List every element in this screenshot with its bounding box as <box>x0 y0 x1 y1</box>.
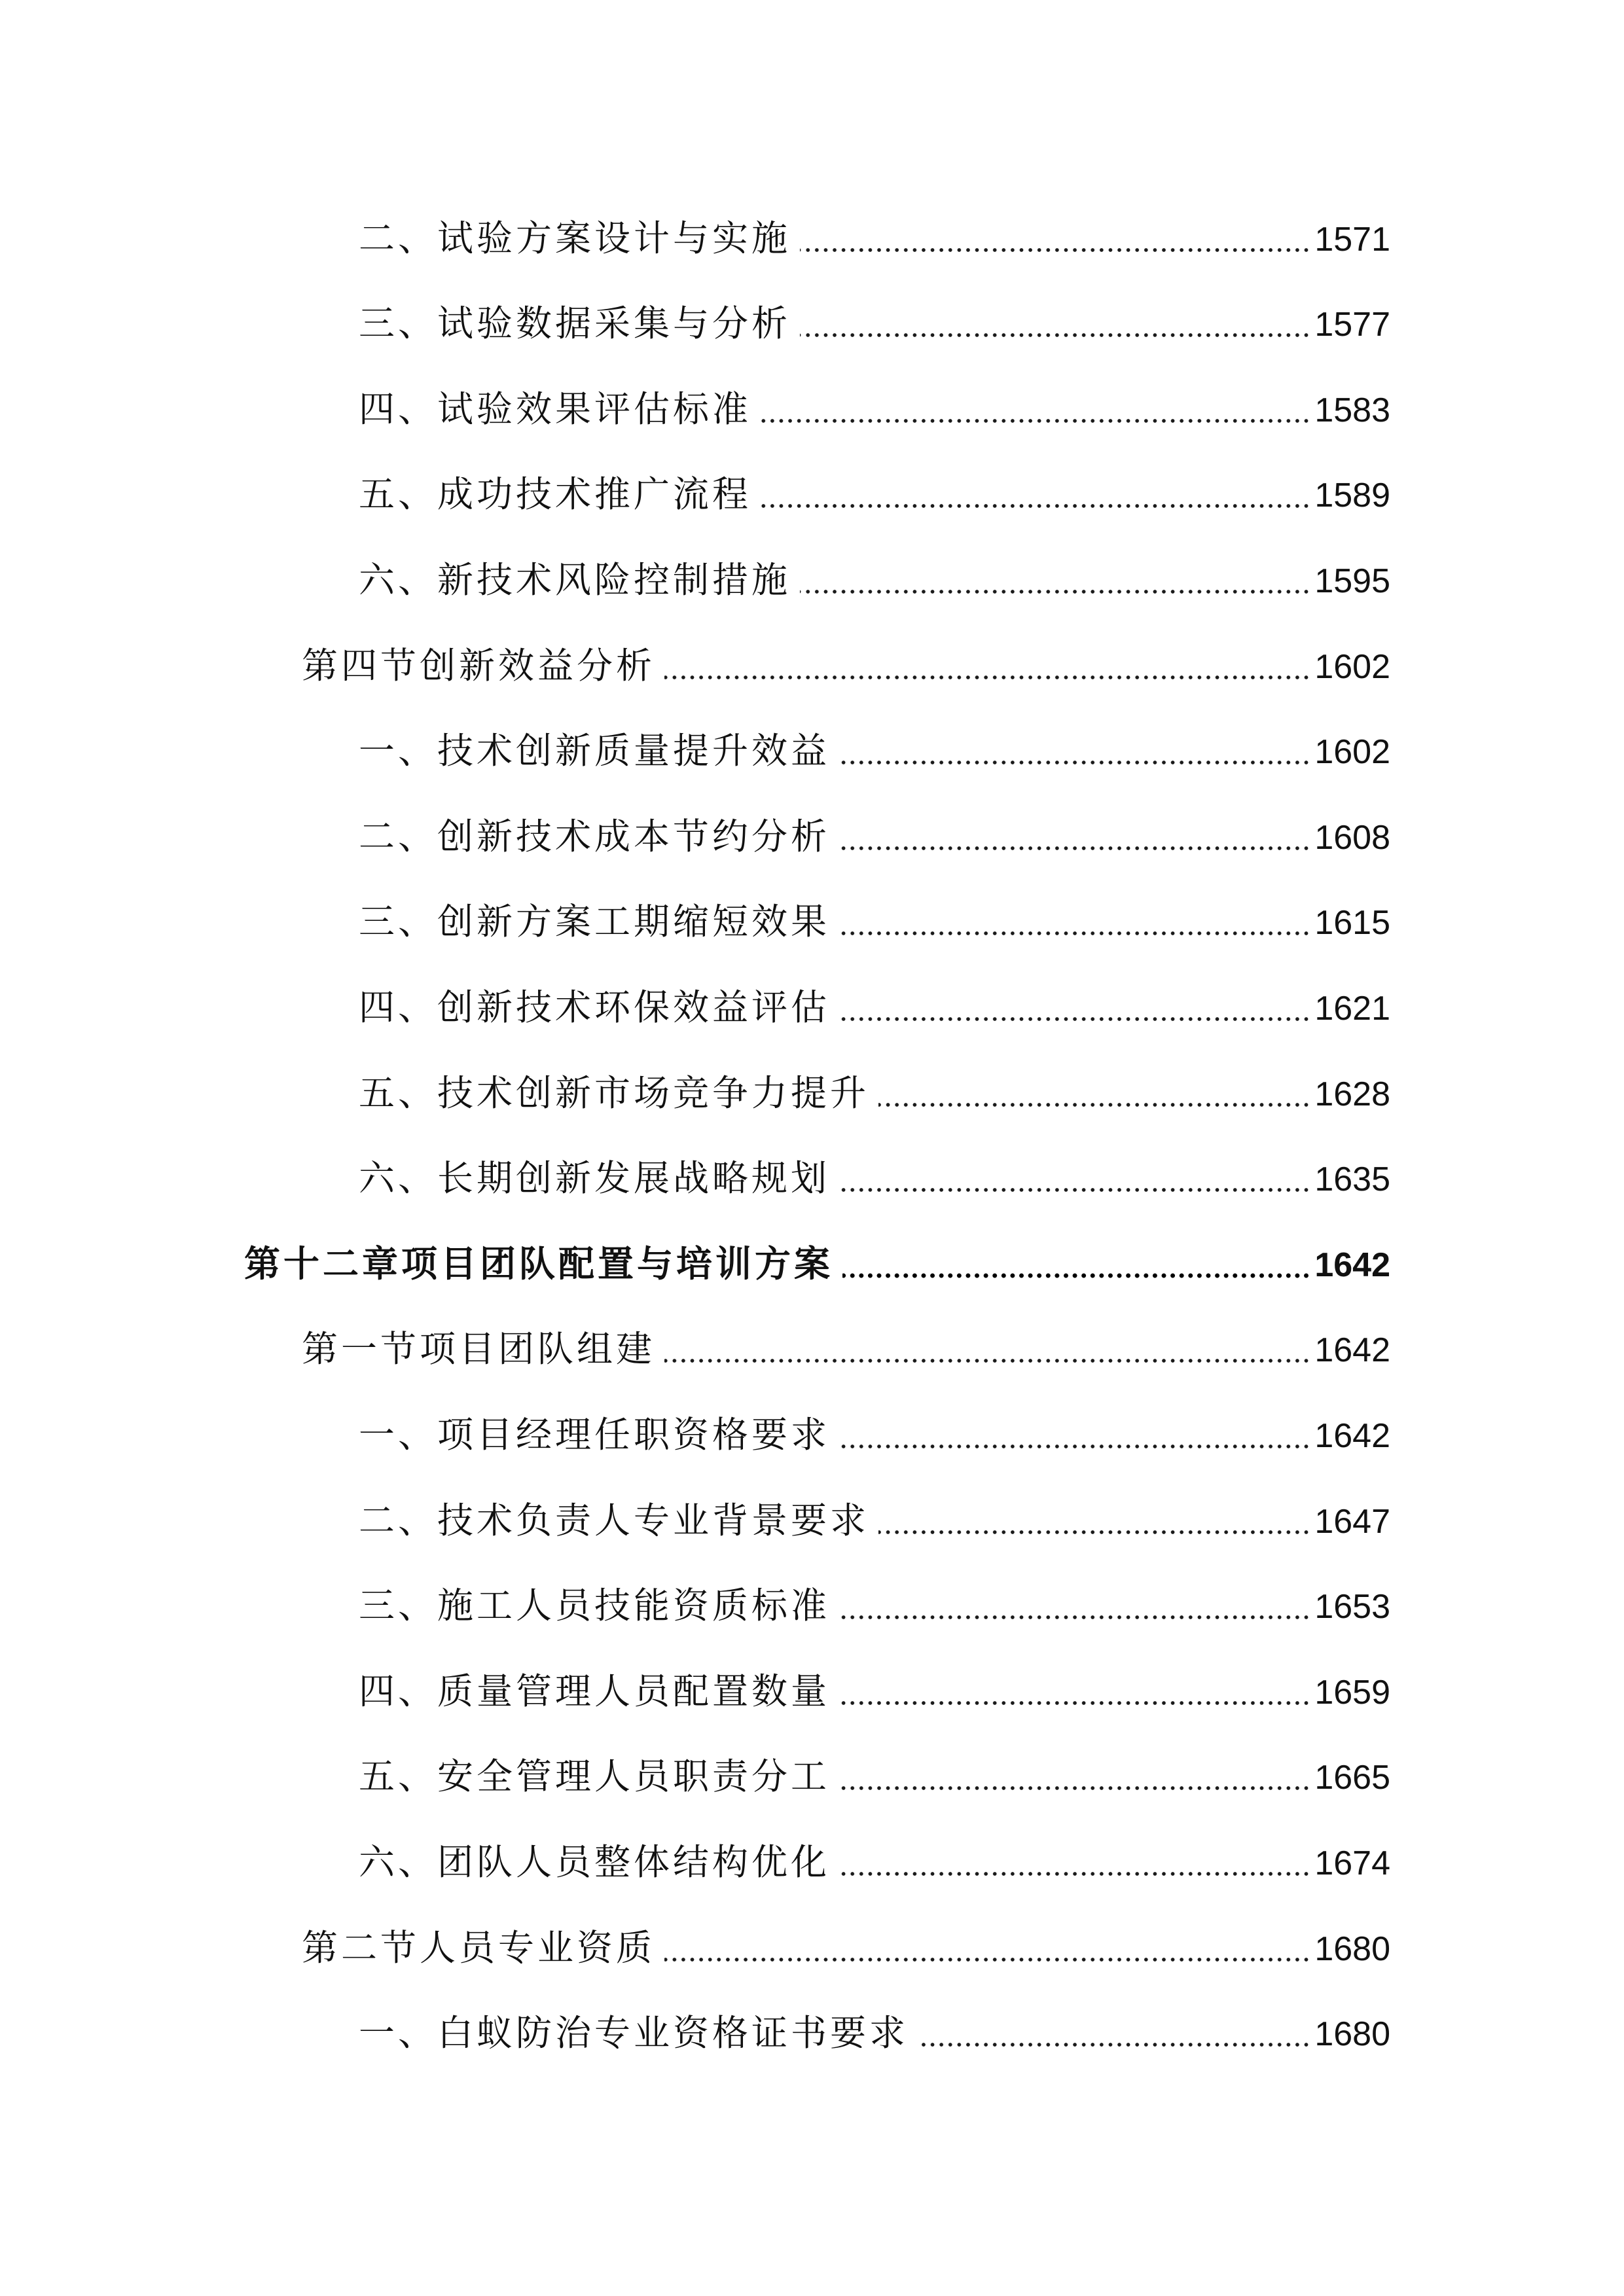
toc-entry[interactable] <box>359 1744 1390 1809</box>
dot-leader <box>839 1016 1310 1022</box>
toc-entry-title: 五、安全管理人员职责分工 <box>359 1755 831 1797</box>
toc-entry[interactable] <box>359 804 1390 869</box>
toc-entry[interactable] <box>359 291 1390 356</box>
dot-leader <box>839 1785 1310 1791</box>
toc-entry-page: 1659 <box>1314 1674 1390 1712</box>
dot-leader <box>842 1272 1310 1279</box>
dot-leader <box>918 2041 1310 2048</box>
dot-leader <box>878 1529 1310 1535</box>
toc-entry[interactable] <box>359 1829 1390 1895</box>
dot-leader <box>878 1102 1310 1108</box>
toc-entry[interactable] <box>359 718 1390 783</box>
toc-entry[interactable] <box>359 1060 1390 1126</box>
dot-leader <box>761 503 1310 509</box>
toc-entry-title: 二、试验方案设计与实施 <box>359 217 791 259</box>
toc-entry-title: 六、长期创新发展战略规划 <box>359 1157 831 1199</box>
toc-entry[interactable] <box>359 1145 1390 1211</box>
toc-entry-title: 四、创新技术环保效益评估 <box>359 986 831 1028</box>
toc-entry[interactable] <box>359 461 1390 527</box>
toc-entry[interactable] <box>359 975 1390 1040</box>
toc-entry-page: 1615 <box>1314 904 1390 942</box>
toc-entry-page: 1595 <box>1314 562 1390 600</box>
dot-leader <box>839 930 1310 937</box>
toc-entry-page: 1602 <box>1314 733 1390 771</box>
toc-entry-title: 六、新技术风险控制措施 <box>359 559 791 601</box>
dot-leader <box>839 1614 1310 1621</box>
toc-entry-page: 1608 <box>1314 819 1390 857</box>
toc-entry-title: 二、技术负责人专业背景要求 <box>359 1499 870 1541</box>
toc-entry[interactable] <box>359 376 1390 442</box>
dot-leader <box>800 588 1310 595</box>
dot-leader <box>839 1700 1310 1706</box>
toc-entry-page: 1680 <box>1314 1930 1390 1968</box>
toc-entry-page: 1642 <box>1314 1417 1390 1455</box>
toc-entry-title: 第十二章项目团队配置与培训方案 <box>244 1243 834 1285</box>
dot-leader <box>839 1871 1310 1877</box>
toc-entry-title: 第二节人员专业资质 <box>302 1927 656 1969</box>
toc-entry-page: 1589 <box>1314 476 1390 514</box>
toc-entry-title: 一、白蚁防治专业资格证书要求 <box>359 2012 909 2054</box>
dot-leader <box>839 759 1310 766</box>
dot-leader <box>800 332 1310 338</box>
toc-entry-title: 三、试验数据采集与分析 <box>359 302 791 344</box>
toc-entry-page: 1642 <box>1314 1246 1390 1284</box>
dot-leader <box>761 418 1310 424</box>
toc-entry-page: 1635 <box>1314 1160 1390 1198</box>
toc-entry[interactable] <box>359 1488 1390 1553</box>
toc-entry-title: 四、试验效果评估标准 <box>359 388 752 430</box>
toc-entry-title: 第四节创新效益分析 <box>302 645 656 687</box>
dot-leader <box>839 1187 1310 1193</box>
toc-entry-page: 1665 <box>1314 1759 1390 1797</box>
toc-entry[interactable] <box>359 206 1390 271</box>
toc-entry[interactable] <box>359 2000 1390 2066</box>
toc-entry-page: 1602 <box>1314 648 1390 686</box>
toc-entry-chapter[interactable] <box>244 1231 1390 1297</box>
toc-entry[interactable] <box>359 1659 1390 1724</box>
dot-leader <box>839 845 1310 852</box>
toc-entry-page: 1653 <box>1314 1588 1390 1626</box>
dot-leader <box>664 1357 1310 1364</box>
dot-leader <box>664 674 1310 681</box>
toc-entry-title: 第一节项目团队组建 <box>302 1328 656 1370</box>
toc-entry-page: 1571 <box>1314 221 1390 259</box>
toc-entry-title: 三、创新方案工期缩短效果 <box>359 901 831 942</box>
toc-entry-page: 1583 <box>1314 391 1390 429</box>
toc-entry-page: 1680 <box>1314 2015 1390 2053</box>
toc-entry-page: 1577 <box>1314 306 1390 344</box>
toc-entry-title: 一、技术创新质量提升效益 <box>359 730 831 772</box>
toc-entry[interactable] <box>359 1573 1390 1638</box>
toc-entry-page: 1642 <box>1314 1331 1390 1369</box>
toc-entry-page: 1674 <box>1314 1844 1390 1882</box>
toc-entry-page: 1621 <box>1314 990 1390 1028</box>
toc-entry[interactable] <box>359 889 1390 954</box>
toc-entry[interactable] <box>302 1915 1390 1981</box>
toc-entry-title: 三、施工人员技能资质标准 <box>359 1585 831 1626</box>
dot-leader <box>664 1956 1310 1963</box>
dot-leader <box>839 1443 1310 1450</box>
toc-entry-title: 一、项目经理任职资格要求 <box>359 1414 831 1456</box>
toc-entry[interactable] <box>302 633 1390 698</box>
toc-entry-page: 1647 <box>1314 1503 1390 1541</box>
dot-leader <box>800 247 1310 253</box>
toc-entry-title: 四、质量管理人员配置数量 <box>359 1670 831 1712</box>
toc-entry[interactable] <box>359 1402 1390 1467</box>
toc-entry[interactable] <box>359 547 1390 613</box>
toc-entry-title: 六、团队人员整体结构优化 <box>359 1841 831 1883</box>
toc-entry[interactable] <box>302 1316 1390 1382</box>
toc-entry-page: 1628 <box>1314 1075 1390 1113</box>
toc-entry-title: 五、成功技术推广流程 <box>359 473 752 515</box>
toc-entry-title: 二、创新技术成本节约分析 <box>359 816 831 857</box>
toc-entry-title: 五、技术创新市场竞争力提升 <box>359 1072 870 1114</box>
